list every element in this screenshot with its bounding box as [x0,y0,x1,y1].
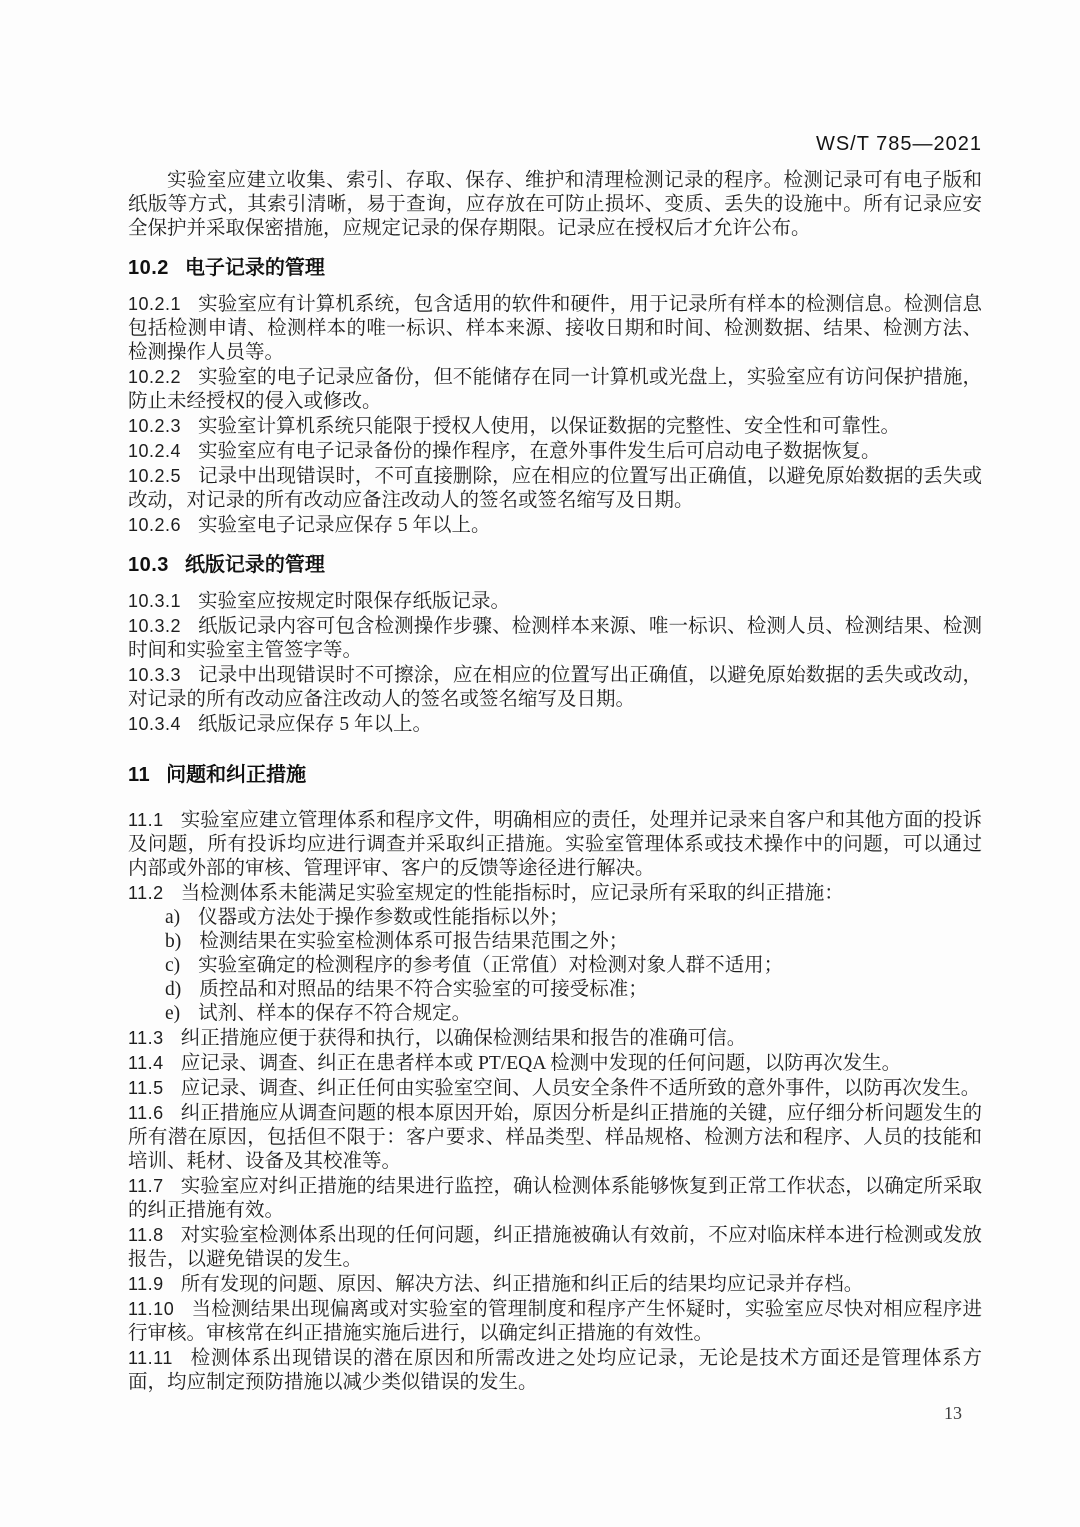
clause-number: 10.3.2 [128,616,182,636]
clause-11-8 [128,1223,982,1272]
clause-number: 11.2 [128,883,164,903]
clause-10-2-5 [128,464,982,513]
clause-text: 当检测结果出现偏离或对实验室的管理制度和程序产生怀疑时，实验室应尽快对相应程序进行审核。审核常在纠正措施实施后进行，以确定纠正措施的有效性。 [128,1299,982,1344]
heading-title: 纸版记录的管理 [184,554,325,576]
heading-number: 11 [128,764,151,786]
clause-number: 11.6 [128,1103,164,1123]
section-heading-10-3 [128,553,982,577]
clause-11-11 [128,1346,982,1395]
list-item-text: 仪器或方法处于操作参数或性能指标以外； [198,907,569,928]
clause-text: 实验室应按规定时限保存纸版记录。 [198,591,511,612]
heading-number: 10.2 [128,257,169,279]
clause-number: 11.10 [128,1299,175,1319]
clause-number: 11.5 [128,1078,164,1098]
page-footer [944,1402,962,1424]
section-heading-11 [128,763,982,787]
clause-text: 所有发现的问题、原因、解决方法、纠正措施和纠正后的结果均应记录并存档。 [180,1274,864,1295]
clause-text: 实验室应对纠正措施的结果进行监控，确认检测体系能够恢复到正常工作状态，以确定所采取的纠正措施有效。 [128,1176,982,1221]
list-item-c [128,954,982,978]
list-item-marker: e) [165,1003,181,1024]
clause-number: 11.9 [128,1274,164,1294]
clause-text: 实验室的电子记录应备份，但不能储存在同一计算机或光盘上，实验室应有访问保护措施，防止未经授权的侵入或修改。 [128,367,982,412]
clause-11-9 [128,1272,982,1297]
clause-number: 11.1 [128,810,164,830]
clause-10-2-6 [128,513,982,538]
clause-text: 应记录、调查、纠正在患者样本或 PT/EQA 检测中发现的任何问题，以防再次发生。 [180,1053,902,1074]
list-item-text: 检测结果在实验室检测体系可报告结果范围之外； [199,931,629,952]
clause-number: 10.2.1 [128,294,182,314]
list-item-marker: b) [165,931,182,952]
clause-number: 10.3.1 [128,591,182,611]
heading-title: 问题和纠正措施 [166,764,307,786]
standard-number: WS/T 785—2021 [815,133,982,155]
clause-text: 实验室电子记录应保存 5 年以上。 [198,515,491,536]
clause-text: 检测体系出现错误的潜在原因和所需改进之处均应记录，无论是技术方面还是管理体系方面，均应制定预防措施以减少类似错误的发生。 [128,1348,982,1393]
clause-11-4 [128,1051,982,1076]
clause-text: 实验室计算机系统只能限于授权人使用，以保证数据的完整性、安全性和可靠性。 [198,416,901,437]
clause-10-3-4 [128,712,982,737]
clause-text: 当检测体系未能满足实验室规定的性能指标时，应记录所有采取的纠正措施： [180,883,844,904]
clause-number: 10.2.6 [128,515,182,535]
list-item-text: 质控品和对照品的结果不符合实验室的可接受标准； [199,979,648,1000]
clause-number: 10.3.4 [128,714,182,734]
list-item-marker: d) [165,979,182,1000]
clause-11-3 [128,1026,982,1051]
clause-number: 11.4 [128,1053,164,1073]
clause-10-2-4 [128,439,982,464]
running-header [128,132,982,156]
clause-text: 应记录、调查、纠正任何由实验室空间、人员安全条件不适所致的意外事件，以防再次发生。 [180,1078,981,1099]
clause-number: 10.3.3 [128,665,182,685]
clause-text: 记录中出现错误时，不可直接删除，应在相应的位置写出正确值，以避免原始数据的丢失或改动，对记录的所有改动应备注改动人的签名或签名缩写及日期。 [128,466,982,511]
clause-text: 实验室应建立管理体系和程序文件，明确相应的责任，处理并记录来自客户和其他方面的投诉及问题，所有投诉均应进行调查并采取纠正措施。实验室管理体系或技术操作中的问题，可以通过内部或外部的审核、管理评审、客户的反馈等途径进行解决。 [128,810,982,879]
clause-10-2-1 [128,292,982,365]
clause-text: 实验室应有计算机系统，包含适用的软件和硬件，用于记录所有样本的检测信息。检测信息包括检测申请、检测样本的唯一标识、样本来源、接收日期和时间、检测数据、结果、检测方法、检测操作人员等。 [128,294,982,363]
clause-text: 记录中出现错误时不可擦涂，应在相应的位置写出正确值，以避免原始数据的丢失或改动，对记录的所有改动应备注改动人的签名或签名缩写及日期。 [128,665,982,710]
paragraph [128,169,982,241]
clause-text: 对实验室检测体系出现的任何问题，纠正措施被确认有效前，不应对临床样本进行检测或发放报告，以避免错误的发生。 [128,1225,982,1270]
list-item-text: 实验室确定的检测程序的参考值（正常值）对检测对象人群不适用； [198,955,784,976]
clause-text: 实验室应有电子记录备份的操作程序，在意外事件发生后可启动电子数据恢复。 [198,441,881,462]
clause-number: 10.2.5 [128,466,182,486]
document-content [128,169,982,1395]
clause-text: 纸版记录应保存 5 年以上。 [198,714,433,735]
paragraph-text: 实验室应建立收集、索引、存取、保存、维护和清理检测记录的程序。检测记录可有电子版和纸版等方式，其索引清晰，易于查询，应存放在可防止损坏、变质、丢失的设施中。所有记录应安全保护并采取保密措施，应规定记录的保存期限。记录应在授权后才允许公布。 [128,170,982,239]
clause-number: 11.3 [128,1028,164,1048]
section-heading-10-2 [128,256,982,280]
clause-number: 10.2.3 [128,416,182,436]
clause-11-7 [128,1174,982,1223]
list-item-marker: c) [165,955,181,976]
list-item-a [128,906,982,930]
page-number: 13 [944,1403,962,1423]
clause-number: 11.7 [128,1176,164,1196]
clause-11-6 [128,1101,982,1174]
clause-11-1 [128,808,982,881]
heading-number: 10.3 [128,554,169,576]
clause-11-5 [128,1076,982,1101]
list-item-text: 试剂、样本的保存不符合规定。 [198,1003,472,1024]
clause-10-2-2 [128,365,982,414]
list-item-b [128,930,982,954]
clause-11-10 [128,1297,982,1346]
list-item-marker: a) [165,907,181,928]
clause-number: 11.8 [128,1225,164,1245]
clause-11-2 [128,881,982,906]
clause-10-3-2 [128,614,982,663]
list-item-d [128,978,982,1002]
clause-number: 11.11 [128,1348,173,1368]
clause-10-3-1 [128,589,982,614]
clause-number: 10.2.2 [128,367,182,387]
clause-number: 10.2.4 [128,441,182,461]
heading-title: 电子记录的管理 [184,257,325,279]
clause-10-2-3 [128,414,982,439]
clause-10-3-3 [128,663,982,712]
clause-text: 纠正措施应从调查问题的根本原因开始，原因分析是纠正措施的关键，应仔细分析问题发生的所有潜在原因，包括但不限于：客户要求、样品类型、样品规格、检测方法和程序、人员的技能和培训、耗材、设备及其校准等。 [128,1103,982,1172]
list-item-e [128,1002,982,1026]
clause-text: 纠正措施应便于获得和执行，以确保检测结果和报告的准确可信。 [180,1028,747,1049]
clause-text: 纸版记录内容可包含检测操作步骤、检测样本来源、唯一标识、检测人员、检测结果、检测时间和实验室主管签字等。 [128,616,982,661]
